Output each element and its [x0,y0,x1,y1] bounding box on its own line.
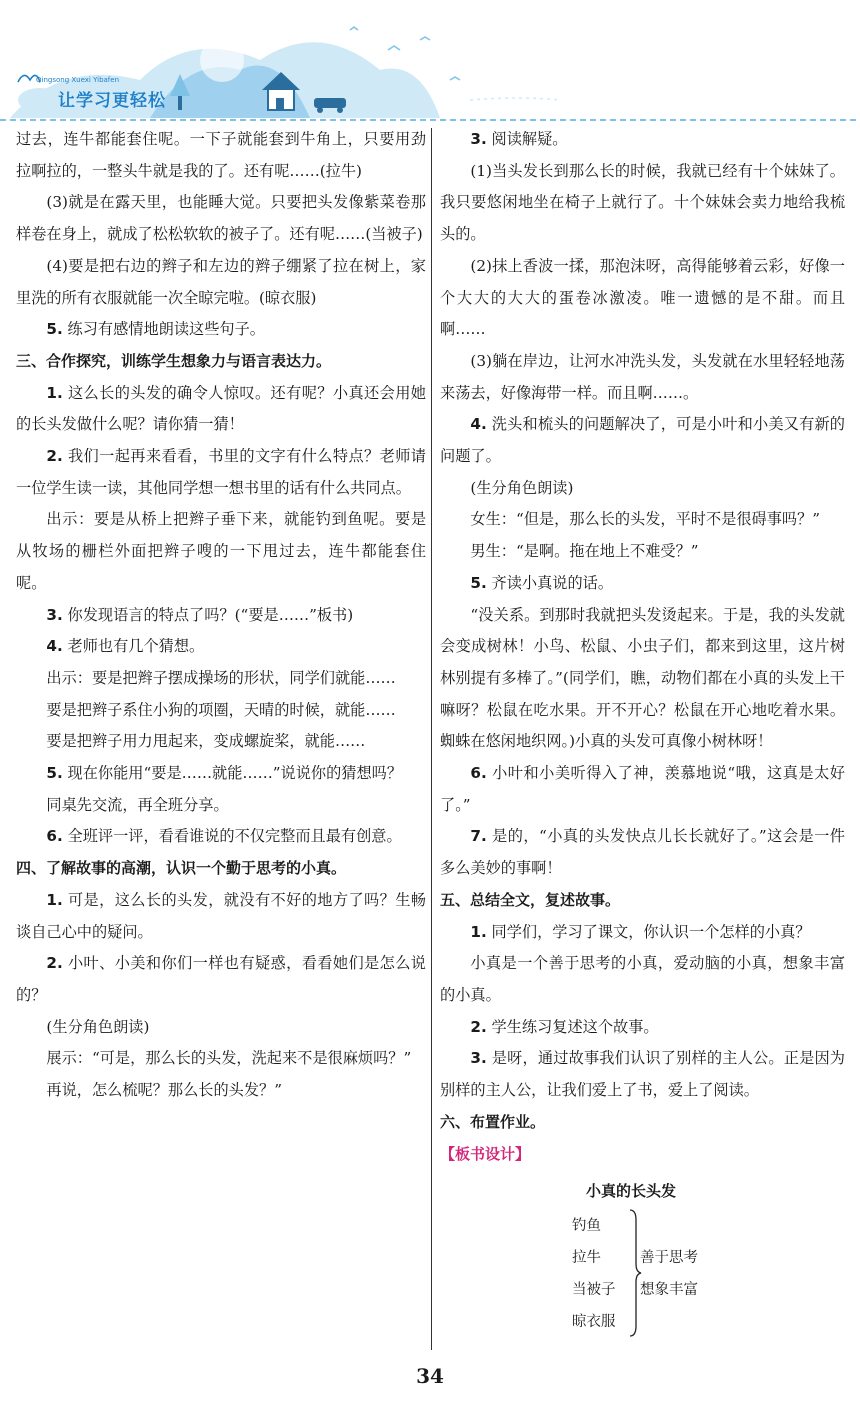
paragraph-text: 小叶、小美和你们一样也有疑惑，看看她们是怎么说的？ [16,954,426,1004]
item-number: 2. [46,447,63,466]
item-number: 1. [470,922,487,941]
paragraph [16,378,426,441]
paragraph [16,821,426,853]
paragraph [440,758,845,821]
paragraph [440,473,845,505]
paragraph-text: 练习有感情地朗读这些句子。 [62,320,265,339]
board-item: 拉牛 [572,1250,601,1267]
item-number: 5. [46,320,63,339]
paragraph [16,726,426,758]
page-header-banner [0,0,860,132]
paragraph-text: (3)躺在岸边，让河水冲洗头发，头发就在水里轻轻地荡来荡去，好像海带一样。而且啊……。 [440,351,845,402]
paragraph-text: 小叶和小美听得入了神，羡慕地说“哦，这真是太好了。” [440,764,845,814]
paragraph-text: 齐读小真说的话。 [486,573,614,592]
paragraph-text: 女生：“但是，那么长的头发，平时不是很碍事吗？” [470,510,821,529]
item-number: 6. [470,764,487,783]
item-number: 5. [46,764,63,783]
board-title: 小真的长头发 [586,1182,677,1201]
paragraph-text: 现在你能用“要是……就能……”说说你的猜想吗？ [62,764,403,783]
paragraph-text: 是呀，通过故事我们认识了别样的主人公。正是因为别样的主人公，让我们爱上了书，爱上了阅读。 [440,1049,845,1100]
paragraph-text: 洗头和梳头的问题解决了，可是小叶和小美又有新的问题了。 [440,415,845,466]
section-heading [440,1107,845,1139]
paragraph-text: (4)要是把右边的辫子和左边的辫子绷紧了拉在树上，家里洗的所有衣服就能一次全晾完啦。(晾衣服) [16,256,426,307]
paragraph [440,124,845,156]
paragraph-text: 你发现语言的特点了吗？(“要是……”板书) [62,605,354,624]
paragraph-text: (2)抹上香波一揉，那泡沫呀，高得能够着云彩，好像一个大大的大大的蛋卷冰激凌。唯一遗憾的是不甜。而且啊…… [440,256,845,339]
item-number: 1. [46,383,63,402]
board-summary: 想象丰富 [640,1282,698,1299]
paragraph-text: 阅读解疑。 [486,130,568,148]
paragraph [16,441,426,504]
board-design-tag: 【板书设计】 [440,1144,531,1163]
paragraph-text: 小真是一个善于思考的小真，爱动脑的小真，想象丰富的小真。 [440,954,845,1004]
board-item: 钓鱼 [572,1218,601,1235]
paragraph [440,600,845,759]
paragraph-text: 同桌先交流，再全班分享。 [46,795,229,814]
paragraph [16,1075,426,1107]
paragraph [16,1012,426,1044]
item-number: 2. [470,1017,487,1036]
item-number: 3. [470,1049,487,1068]
paragraph-text: (1)当头发长到那么长的时候，我就已经有十个妹妹了。我只要悠闲地坐在椅子上就行了。十个妹妹会卖力地给我梳头的。 [440,161,845,244]
paragraph-text: 出示：要是从桥上把辫子垂下来，就能钓到鱼呢。要是从牧场的栅栏外面把辫子嗖的一下甩过去，连牛都能套住呢。 [16,510,426,592]
logo: 让学习更轻松 [58,91,166,111]
paragraph-text: 同学们，学习了课文，你认识一个怎样的小真？ [486,922,811,941]
paragraph [440,156,845,251]
paragraph-text: 学生练习复述这个故事。 [486,1017,659,1036]
paragraph [16,1043,426,1075]
item-number: 6. [46,827,63,846]
paragraph-text: 要是把辫子系住小狗的项圈，天晴的时候，就能…… [46,700,396,719]
paragraph [16,187,426,250]
paragraph [16,251,426,314]
paragraph [16,790,426,822]
item-number: 4. [470,415,487,434]
paragraph-text: 三、合作探究，训练学生想象力与语言表达力。 [16,351,332,370]
paragraph-text: 展示：“可是，那么长的头发，洗起来不是很麻烦吗？” [46,1049,412,1068]
section-heading [16,853,426,885]
board-design [440,1170,845,1350]
paragraph-text: (生分角色朗读) [46,1017,150,1036]
item-number: 3. [470,130,487,148]
paragraph [440,1043,845,1106]
header-illustration [0,0,860,132]
paragraph-text: 男生：“是啊。拖在地上不难受？” [470,542,699,561]
paragraph-text: “没关系。到那时我就把头发烫起来。于是，我的头发就会变成树林！小鸟、松鼠、小虫子们，都来到这里，这片树林别提有多棒了。”(同学们，瞧，动物们都在小真的头发上干嘛呀？松鼠在吃水果。开不开心？松鼠在开心地吃着水果。蜘蛛在悠闲地织网。)小真的头发可真像小树林呀！ [440,605,845,751]
paragraph-text: (生分角色朗读) [470,478,574,497]
paragraph [440,1012,845,1044]
paragraph [440,536,845,568]
paragraph [440,346,845,409]
paragraph [440,948,845,1011]
paragraph-text: 这么长的头发的确令人惊叹。还有呢？小真还会用她的长头发做什么呢？请你猜一猜！ [16,383,426,434]
item-number: 2. [46,954,63,973]
paragraph [440,504,845,536]
paragraph-text: 可是，这么长的头发，就没有不好的地方了吗？生畅谈自己心中的疑问。 [16,890,426,941]
paragraph [16,758,426,790]
paragraph [16,631,426,663]
paragraph-text: 五、总结全文，复述故事。 [440,890,621,909]
board-item: 当被子 [572,1282,616,1299]
paragraph [440,568,845,600]
paragraph-text: 再说，怎么梳呢？那么长的头发？” [46,1081,282,1100]
paragraph [16,885,426,948]
paragraph-text: (3)就是在露天里，也能睡大觉。只要把头发像紫菜卷那样卷在身上，就成了松松软软的被子了。还有呢……(当被子) [16,193,426,244]
paragraph [16,600,426,632]
brace-icon [626,1208,642,1338]
item-number: 3. [46,605,63,624]
logo-pinyin: Qingsong Xuexi Yibafen [36,76,120,84]
item-number: 7. [470,827,487,846]
column-divider [431,128,432,1350]
section-heading [16,346,426,378]
board-item: 晾衣服 [572,1314,616,1331]
right-column-text [440,124,845,1139]
paragraph-text: 六、布置作业。 [440,1112,546,1131]
right-column [440,124,845,1350]
paragraph [440,251,845,346]
paragraph-text: 全班评一评，看看谁说的不仅完整而且最有创意。 [62,827,402,846]
section-heading [440,885,845,917]
item-number: 1. [46,890,63,909]
paragraph [16,314,426,346]
paragraph-text: 我们一起再来看看，书里的文字有什么特点？老师请一位学生读一读，其他同学想一想书里的话有什么共同点。 [16,447,426,497]
left-column [16,124,426,1107]
paragraph-text: 四、了解故事的高潮，认识一个勤于思考的小真。 [16,859,347,878]
board-summary: 善于思考 [640,1250,698,1267]
paragraph [16,663,426,695]
paragraph [16,948,426,1011]
paragraph [440,409,845,472]
paragraph-text: 老师也有几个猜想。 [62,637,205,656]
item-number: 4. [46,637,63,656]
paragraph [16,124,426,187]
paragraph [16,695,426,727]
item-number: 5. [470,573,487,592]
paragraph [440,917,845,949]
paragraph [16,504,426,599]
paragraph-text: 过去，连牛都能套住呢。一下子就能套到牛角上，只要用劲拉啊拉的，一整头牛就是我的了。还有呢……(拉牛) [16,130,426,180]
paragraph [440,821,845,884]
paragraph-text: 出示：要是把辫子摆成操场的形状，同学们就能…… [46,668,396,687]
paragraph-text: 是的，“小真的头发快点儿长长就好了。”这会是一件多么美妙的事啊！ [440,827,845,878]
paragraph-text: 要是把辫子用力甩起来，变成螺旋桨，就能…… [46,732,366,751]
page-number: 34 [416,1364,444,1388]
